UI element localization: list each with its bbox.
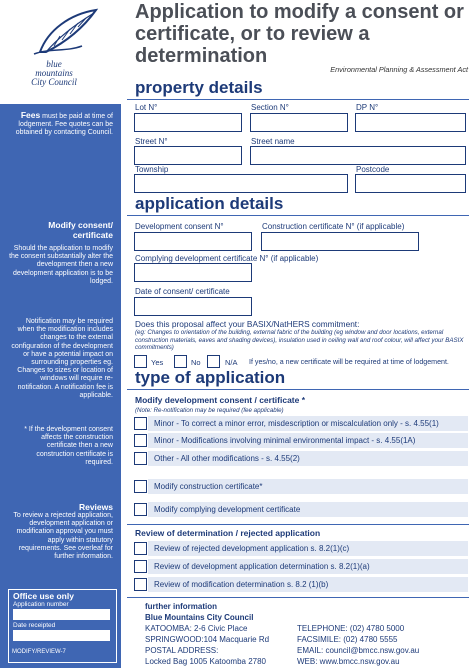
- consent-date-label: Date of consent/ certificate: [135, 287, 230, 296]
- basix-na-checkbox[interactable]: [207, 355, 220, 368]
- consent-date-field[interactable]: [134, 297, 252, 316]
- modify-construction-checkbox[interactable]: [134, 480, 147, 493]
- postcode-label: Postcode: [356, 165, 390, 174]
- review-determination-checkbox[interactable]: [134, 560, 147, 573]
- review-determination-option: Review of development application determination s. 8.2(1)(a): [148, 559, 468, 574]
- street-name-field[interactable]: [250, 146, 466, 165]
- review-modification-checkbox[interactable]: [134, 578, 147, 591]
- review-rejected-option: Review of rejected development application s. 8.2(1)(c): [148, 541, 468, 556]
- page-title: Application to modify a consent or certificate, or to review a determination: [135, 1, 464, 67]
- basix-note: (eg: Changes to orientation of the building, external fabric of the building (eg window and door locations, external construction materials, eaves and shading devices), insulation used in ceiling wall and roof colour, will affect your BASIX commitments): [135, 329, 464, 352]
- type-section-title: type of application: [135, 368, 286, 387]
- modify-heading: Modify consent/ certificate: [48, 220, 113, 240]
- construction-note: * If the development consent affects the construction certificate then a new construction certificate is required.: [24, 426, 113, 466]
- township-field[interactable]: [134, 174, 348, 193]
- form-code: MODIFY/REVIEW-7: [12, 649, 66, 655]
- review-modification-option: Review of modification determination s. 8.2 (1)(b): [148, 577, 468, 592]
- office-use-title: Office use only: [13, 591, 74, 601]
- form-main: [121, 0, 474, 668]
- office-date-label: Date receipted: [13, 622, 56, 629]
- complying-cert-label: Complying development certificate N° (if applicable): [135, 254, 319, 263]
- minor-error-option: Minor - To correct a minor error, misdescription or miscalculation only - s. 4.55(1): [148, 416, 468, 431]
- postal-address: Locked Bag 1005 Katoomba 2780: [145, 657, 266, 666]
- application-section-title: application details: [135, 194, 284, 213]
- dp-field[interactable]: [355, 113, 466, 132]
- lot-field[interactable]: [134, 113, 242, 132]
- review-rejected-checkbox[interactable]: [134, 542, 147, 555]
- footer-contact: [145, 601, 269, 667]
- postcode-field[interactable]: [355, 174, 466, 193]
- modify-complying-option: Modify complying development certificate: [148, 502, 468, 517]
- logo-wordmark: blue mountains City Council: [31, 59, 77, 87]
- reviews-note: [9, 502, 113, 561]
- dev-consent-label: Development consent N°: [135, 222, 224, 231]
- other-modification-option: Other - All other modifications - s. 4.55(2): [148, 451, 468, 466]
- fees-note: [9, 110, 113, 138]
- notification-note: Notification may be required when the modification includes changes to the external configuration of the development or have a potential impact on surrounding properties eg. Changes to sizes or location of windows will require re-notification. A notification fee is applicable.: [11, 318, 113, 399]
- basix-yes-label: Yes: [151, 358, 164, 367]
- reviews-heading: Reviews: [78, 502, 113, 512]
- modify-text: Should the application to modify the consent substantially alter the development then a new development application is to be lodged.: [9, 245, 113, 285]
- footer-phone: [297, 623, 419, 667]
- telephone: TELEPHONE: (02) 4780 5000: [297, 624, 405, 633]
- divider: [127, 524, 469, 525]
- council-logo: [0, 0, 121, 104]
- township-label: Township: [135, 165, 169, 174]
- complying-cert-field[interactable]: [134, 263, 252, 282]
- divider: [127, 389, 469, 390]
- divider: [127, 597, 469, 598]
- other-modification-checkbox[interactable]: [134, 452, 147, 465]
- modify-note: [9, 220, 113, 286]
- modify-construction-option: Modify construction certificate*: [148, 479, 468, 494]
- modify-complying-checkbox[interactable]: [134, 503, 147, 516]
- street-no-label: Street N°: [135, 137, 168, 146]
- section-field[interactable]: [250, 113, 348, 132]
- street-no-field[interactable]: [134, 146, 242, 165]
- divider: [127, 99, 469, 100]
- springwood-address: SPRINGWOOD:104 Macquarie Rd: [145, 635, 270, 644]
- basix-yes-note: If yes/no, a new certificate will be required at time of lodgement.: [249, 358, 449, 366]
- minor-impact-option: Minor - Modifications involving minimal environmental impact - s. 4.55(1A): [148, 433, 468, 448]
- basix-na-label: N/A: [225, 358, 238, 367]
- basix-question: Does this proposal affect your BASIX/NatHERS commitment:: [135, 319, 360, 329]
- sidebar: [0, 0, 121, 668]
- facsimile: FACSIMILE: (02) 4780 5555: [297, 635, 398, 644]
- katoomba-address: KATOOMBA: 2-6 Civic Place: [145, 624, 248, 633]
- section-label: Section N°: [251, 103, 289, 112]
- basix-yes-checkbox[interactable]: [134, 355, 147, 368]
- dp-label: DP N°: [356, 103, 379, 112]
- further-info-heading: further information: [145, 602, 217, 611]
- office-app-number-label: Application number: [13, 601, 69, 608]
- fees-text: must be paid at time of lodgement. Fee quotes can be obtained by contacting Council.: [15, 113, 113, 137]
- modify-consent-heading: Modify development consent / certificate *: [135, 395, 306, 405]
- property-section-title: property details: [135, 78, 263, 97]
- minor-error-checkbox[interactable]: [134, 417, 147, 430]
- act-reference: Environmental Planning & Assessment Act: [330, 65, 468, 74]
- postal-address-label: POSTAL ADDRESS:: [145, 646, 219, 655]
- email: EMAIL: council@bmcc.nsw.gov.au: [297, 646, 420, 655]
- street-name-label: Street name: [251, 137, 295, 146]
- construction-cert-field[interactable]: [261, 232, 419, 251]
- website: WEB: www.bmcc.nsw.gov.au: [297, 657, 400, 666]
- renotification-note: (Note: Re-notification may be required (fee applicable): [135, 407, 284, 414]
- council-name: Blue Mountains City Council: [145, 613, 254, 622]
- minor-impact-checkbox[interactable]: [134, 434, 147, 447]
- office-app-number-field[interactable]: [13, 609, 110, 620]
- lot-label: Lot N°: [135, 103, 158, 112]
- basix-no-checkbox[interactable]: [174, 355, 187, 368]
- fees-heading: Fees: [20, 110, 41, 120]
- divider: [127, 215, 469, 216]
- review-heading: Review of determination / rejected application: [135, 528, 321, 538]
- basix-no-label: No: [191, 358, 201, 367]
- construction-cert-label: Construction certificate N° (if applicable): [262, 222, 405, 231]
- reviews-text: To review a rejected application, development application or modification approval you must apply within statutory requirements. See overleaf for further information.: [13, 512, 113, 561]
- dev-consent-field[interactable]: [134, 232, 252, 251]
- office-date-field[interactable]: [13, 630, 110, 641]
